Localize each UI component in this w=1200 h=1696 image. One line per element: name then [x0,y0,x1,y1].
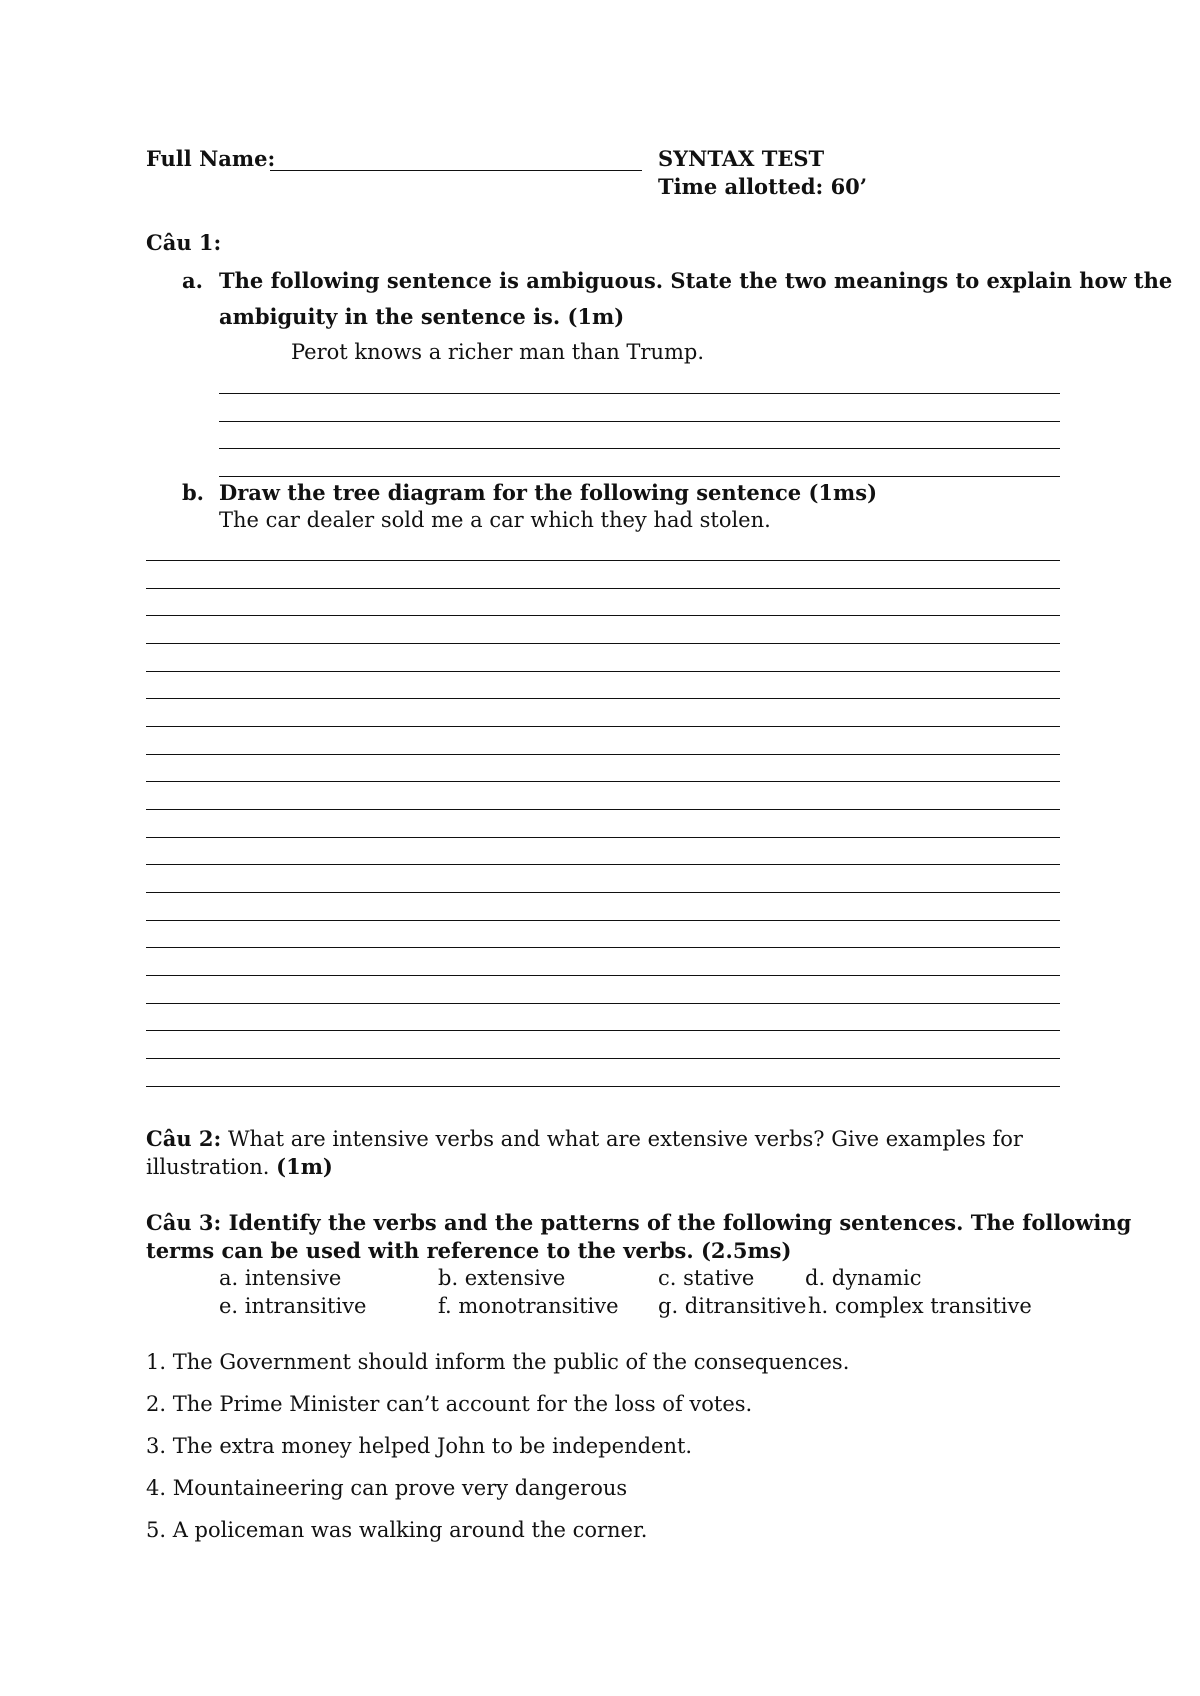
q1a-prompt-line2: ambiguity in the sentence is. (1m) [219,304,625,329]
q3-option: f. monotransitive [438,1294,619,1318]
q1b-answer-line[interactable] [146,671,1060,672]
q3-sentence: 2. The Prime Minister can’t account for the loss of votes. [146,1392,753,1416]
q1b-answer-line[interactable] [146,560,1060,561]
q3-prompt-line2: terms can be used with reference to the verbs. (2.5ms) [146,1238,792,1263]
q1b-answer-line[interactable] [146,864,1060,865]
q1b-letter: b. [182,480,204,505]
q3-option: c. stative [658,1266,755,1290]
q1b-answer-line[interactable] [146,1086,1060,1087]
full-name-blank[interactable] [270,170,642,171]
q1b-answer-line[interactable] [146,837,1060,838]
q2-label: Câu 2: [146,1126,222,1151]
q1b-answer-line[interactable] [146,643,1060,644]
q1b-sentence: The car dealer sold me a car which they had stolen. [219,508,771,532]
q2-prompt: What are intensive verbs and what are extensive verbs? Give examples for [227,1127,1023,1151]
q1b-answer-line[interactable] [146,615,1060,616]
q3-prompt: Identify the verbs and the patterns of the following sentences. The following [228,1210,1132,1235]
q1b-answer-line[interactable] [146,588,1060,589]
q3-option: d. dynamic [805,1266,922,1290]
q1b-answer-line[interactable] [146,754,1060,755]
q1a-answer-line[interactable] [219,393,1060,394]
q3-sentence: 3. The extra money helped John to be independent. [146,1434,693,1458]
time-allotted: Time allotted: 60’ [658,174,868,199]
q3-option: e. intransitive [219,1294,367,1318]
q3-label: Câu 3: [146,1210,222,1235]
q1b-answer-line[interactable] [146,726,1060,727]
q2-prompt-cont: illustration. [146,1155,270,1179]
q1b-answer-line[interactable] [146,947,1060,948]
q3-option: h. complex transitive [808,1294,1032,1318]
full-name-label: Full Name: [146,146,276,171]
q1b-answer-line[interactable] [146,920,1060,921]
q1b-answer-line[interactable] [146,809,1060,810]
q1a-letter: a. [182,268,203,293]
q2-marks: (1m) [276,1154,333,1179]
q1b-prompt: Draw the tree diagram for the following sentence (1ms) [219,480,878,505]
q1b-answer-line[interactable] [146,892,1060,893]
test-title: SYNTAX TEST [658,146,825,171]
q3-option: b. extensive [438,1266,566,1290]
q1a-prompt-line1: The following sentence is ambiguous. State the two meanings to explain how the [219,268,1173,293]
q1b-answer-line[interactable] [146,975,1060,976]
q3-sentence: 1. The Government should inform the public of the consequences. [146,1350,850,1374]
q1b-answer-line[interactable] [146,781,1060,782]
q1-label: Câu 1: [146,230,222,255]
q3-option: a. intensive [219,1266,342,1290]
q1a-sentence: Perot knows a richer man than Trump. [291,340,705,364]
q3-sentence: 5. A policeman was walking around the corner. [146,1518,648,1542]
q2-line2 [146,1154,333,1179]
q1b-answer-line[interactable] [146,1058,1060,1059]
q1a-answer-line[interactable] [219,448,1060,449]
q1b-answer-line[interactable] [146,1003,1060,1004]
q1a-answer-line[interactable] [219,421,1060,422]
q3-line1 [146,1210,1131,1235]
q2-line1 [146,1126,1023,1151]
q3-option: g. ditransitive [658,1294,807,1318]
q3-sentence: 4. Mountaineering can prove very dangerous [146,1476,628,1500]
q1b-answer-line[interactable] [146,1030,1060,1031]
q1b-answer-line[interactable] [146,698,1060,699]
q1a-answer-line[interactable] [219,476,1060,477]
